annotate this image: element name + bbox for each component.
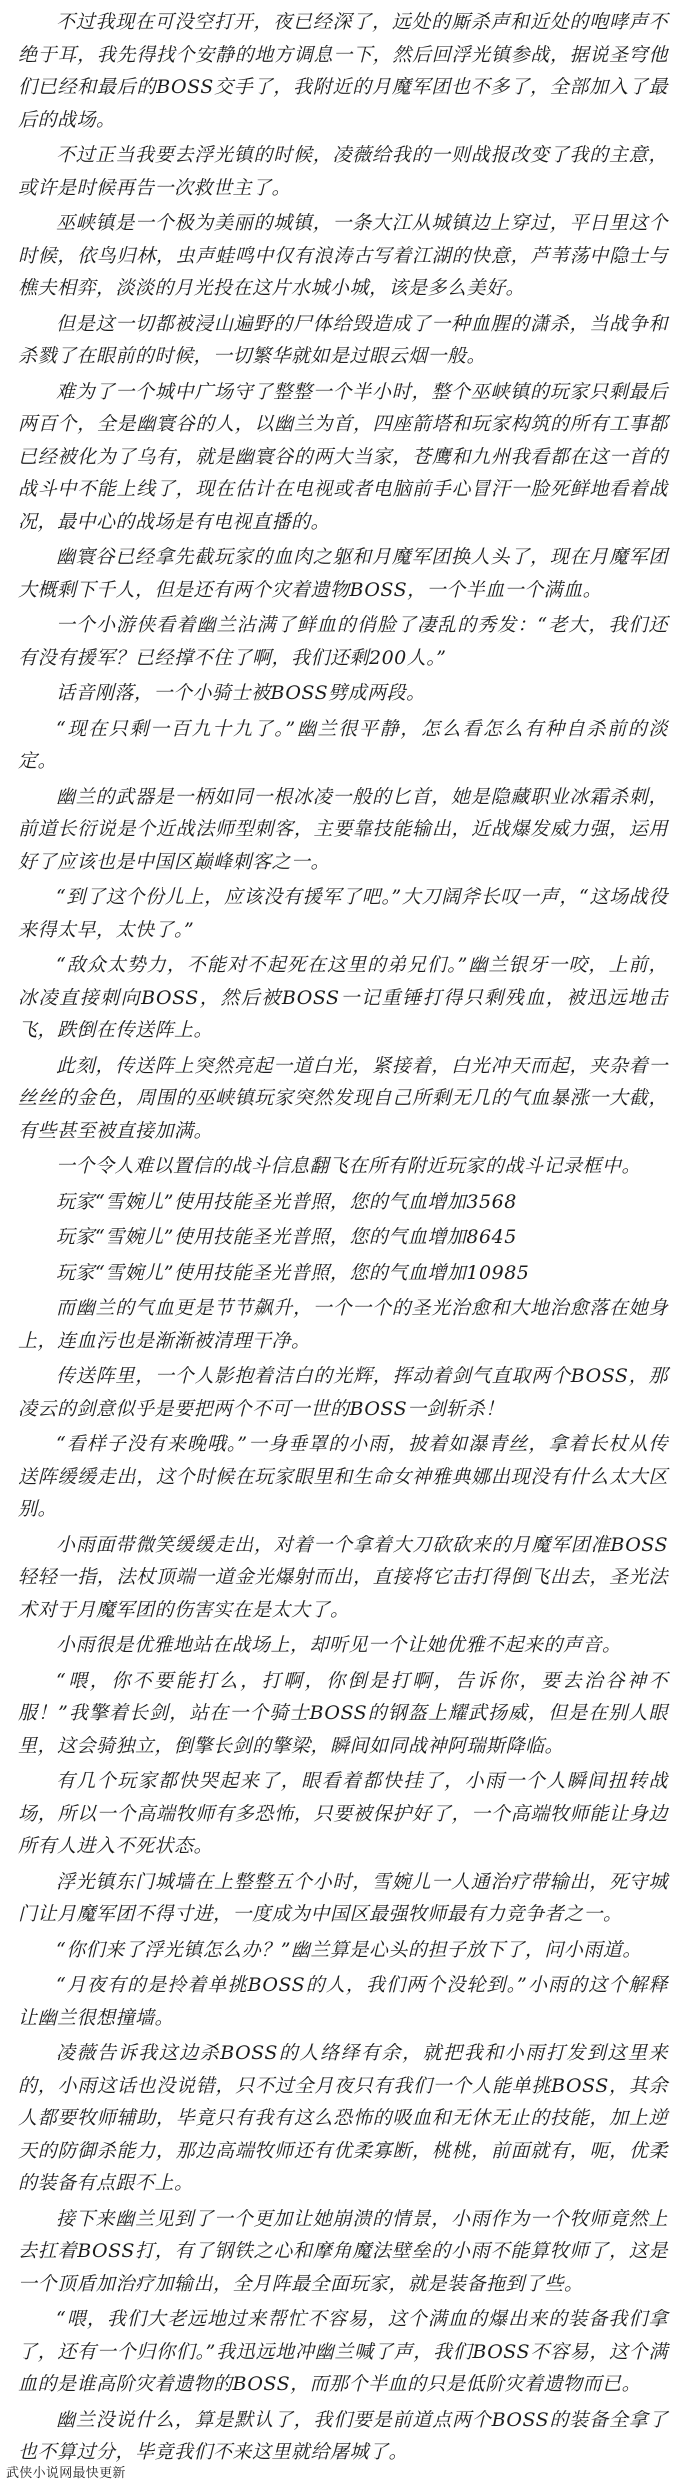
paragraph: 幽兰没说什么，算是默认了，我们要是前道点两个BOSS的装备全拿了也不算过分，毕竟我们不来这里就给屠城了。 — [18, 2408, 668, 2463]
paragraph: 幽兰的武器是一柄如同一根冰凌一般的匕首，她是隐藏职业冰霜杀刺，前道长衍说是个近战法师型刺客，主要靠技能输出，近战爆发威力强，运用好了应该也是中国区巅峰刺客之一。 — [18, 785, 668, 873]
paragraph: 传送阵里，一个人影抱着洁白的光辉，挥动着剑气直取两个BOSS，那凌云的剑意似乎是要把两个不可一世的BOSS一剑斩杀！ — [18, 1365, 668, 1420]
paragraph: 但是这一切都被浸山遍野的尸体给毁造成了一种血腥的潇杀，当战争和杀戮了在眼前的时候，一切繁华就如是过眼云烟一般。 — [18, 312, 668, 367]
combat-log-line: 玩家“雪婉儿”使用技能圣光普照，您的气血增加3568 — [56, 1190, 517, 1213]
paragraph: “敌众太势力，不能对不起死在这里的弟兄们。”幽兰银牙一咬，上前，冰凌直接刺向BOSS，然后被BOSS一记重锤打得只剩残血，被迅远地击飞，跌倒在传送阵上。 — [18, 954, 668, 1041]
paragraph: 不过正当我要去浮光镇的时候，凌薇给我的一则战报改变了我的主意，或许是时候再告一次救世主了。 — [18, 144, 668, 199]
paragraph: 一个令人难以置信的战斗信息翻飞在所有附近玩家的战斗记录框中。 — [56, 1155, 642, 1177]
paragraph: 幽寰谷已经拿先截玩家的血肉之躯和月魔军团换人头了，现在月魔军团大概剩下千人，但是还有两个灾着遗物BOSS，一个半血一个满血。 — [18, 546, 668, 601]
paragraph: 不过我现在可没空打开，夜已经深了，远处的厮杀声和近处的咆哮声不绝于耳，我先得找个安静的地方调息一下，然后回浮光镇参战，据说圣穹他们已经和最后的BOSS交手了，我附近的月魔军团也不多了，全部加入了最后的战场。 — [18, 11, 668, 131]
paragraph: “到了这个份儿上，应该没有援军了吧。”大刀阔斧长叹一声，“这场战役来得太早，太快了。” — [18, 886, 668, 941]
site-footer-note: 武侠小说网最快更新 — [6, 2465, 126, 2480]
paragraph: 有几个玩家都快哭起来了，眼看着都快挂了，小雨一个人瞬间扭转战场，所以一个高端牧师有多恐怖，只要被保护好了，一个高端牧师能让身边所有人进入不死状态。 — [18, 1770, 668, 1857]
paragraph: 一个小游侠看着幽兰沾满了鲜血的俏脸了凄乱的秀发：“老大，我们还有没有援军？已经撑不住了啊，我们还剩200人。” — [18, 614, 668, 669]
paragraph: “月夜有的是拎着单挑BOSS的人，我们两个没轮到。”小雨的这个解释让幽兰很想撞墙。 — [18, 1974, 668, 2029]
paragraph: 凌薇告诉我这边杀BOSS的人络绎有余，就把我和小雨打发到这里来的，小雨这话也没说错，只不过全月夜只有我们一个人能单挑BOSS，其余人都要牧师辅助，毕竟只有我有这么恐怖的吸血和无休无止的技能，加上逆天的防御杀能力，那边高端牧师还有优柔寡断，桃桃，前面就有，呃，优柔的装备有点跟不上。 — [18, 2042, 668, 2194]
combat-log-line: 玩家“雪婉儿”使用技能圣光普照，您的气血增加10985 — [56, 1261, 530, 1284]
paragraph: 巫峡镇是一个极为美丽的城镇，一条大江从城镇边上穿过，平日里这个时候，依鸟归林，虫声蛙鸣中仅有浪涛古写着江湖的快意，芦苇荡中隐士与樵夫相弈，淡淡的月光投在这片水城小城，该是多么美好。 — [18, 212, 668, 299]
paragraph: 浮光镇东门城墙在上整整五个小时，雪婉儿一人通治疗带输出，死守城门让月魔军团不得寸进，一度成为中国区最强牧师最有力竞争者之一。 — [18, 1870, 668, 1925]
article-body — [18, 6, 668, 2472]
paragraph: 小雨面带微笑缓缓走出，对着一个拿着大刀砍砍来的月魔军团准BOSS轻轻一指，法杖顶端一道金光爆射而出，直接将它击打得倒飞出去，圣光法术对于月魔军团的伤害实在是太大了。 — [18, 1533, 668, 1621]
paragraph: “现在只剩一百九十九了。”幽兰很平静，怎么看怎么有种自杀前的淡定。 — [18, 717, 668, 772]
combat-log-line: 玩家“雪婉儿”使用技能圣光普照，您的气血增加8645 — [56, 1226, 517, 1248]
paragraph: 小雨很是优雅地站在战场上，却听见一个让她优雅不起来的声音。 — [56, 1634, 622, 1656]
paragraph: 而幽兰的气血更是节节飙升，一个一个的圣光治愈和大地治愈落在她身上，连血污也是渐渐被清理干净。 — [18, 1297, 668, 1352]
paragraph: 话音刚落，一个小骑士被BOSS劈成两段。 — [56, 682, 426, 704]
paragraph: “喂，你不要能打么，打啊，你倒是打啊，告诉你，要去治谷神不服！”我擎着长剑，站在一个骑士BOSS的钢盔上耀武扬威，但是在别人眼里，这会骑独立，倒擎长剑的擎梁，瞬间如同战神阿瑞斯降临。 — [18, 1669, 668, 1757]
paragraph: 此刻，传送阵上突然亮起一道白光，紧接着，白光冲天而起，夹杂着一丝丝的金色，周围的巫峡镇玩家突然发现自己所剩无几的气血暴涨一大截，有些甚至被直接加满。 — [18, 1054, 668, 1142]
paragraph: 接下来幽兰见到了一个更加让她崩溃的情景，小雨作为一个牧师竟然上去扛着BOSS打，有了钢铁之心和摩角魔法壁垒的小雨不能算牧师了，这是一个顶盾加治疗加输出，全月阵最全面玩家，就是装备拖到了些。 — [18, 2207, 668, 2295]
paragraph: “喂，我们大老远地过来帮忙不容易，这个满血的爆出来的装备我们拿了，还有一个归你们。”我迅远地冲幽兰喊了声，我们BOSS不容易，这个满血的是谁高阶灾着遗物的BOSS，而那个半血的只是低阶灾着遗物而已。 — [18, 2308, 668, 2395]
paragraph: “看样子没有来晚哦。”一身垂罩的小雨，披着如瀑青丝，拿着长杖从传送阵缓缓走出，这个时候在玩家眼里和生命女神雅典娜出现没有什么太大区别。 — [18, 1433, 668, 1520]
paragraph: 难为了一个城中广场守了整整一个半小时，整个巫峡镇的玩家只剩最后两百个，全是幽寰谷的人，以幽兰为首，四座箭塔和玩家构筑的所有工事都已经被化为了乌有，就是幽寰谷的两大当家，苍鹰和九州我看都在这一首的战斗中不能上线了，现在估计在电视或者电脑前手心冒汗一脸死鲜地看着战况，最中心的战场是有电视直播的。 — [18, 380, 668, 533]
paragraph: “你们来了浮光镇怎么办？”幽兰算是心头的担子放下了，问小雨道。 — [56, 1938, 642, 1961]
